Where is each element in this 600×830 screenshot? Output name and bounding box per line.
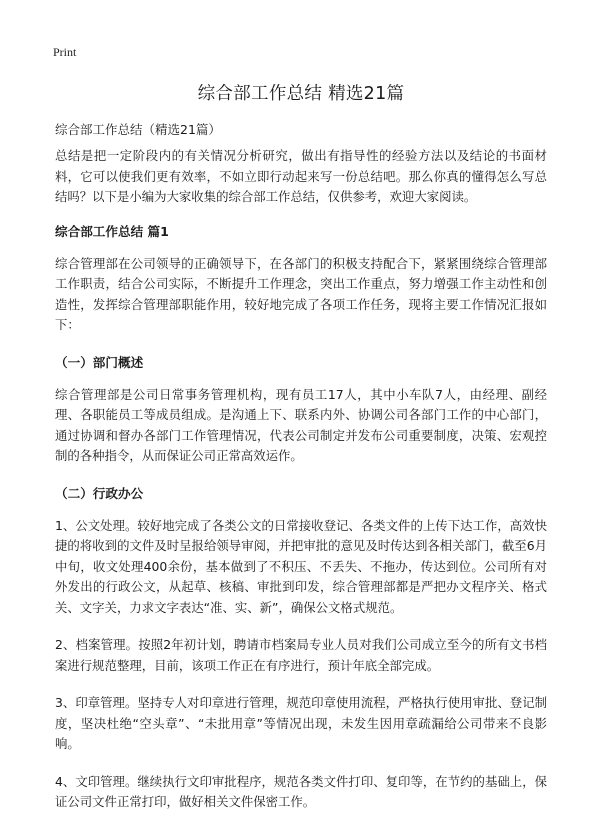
print-link[interactable]: Print [53, 45, 77, 59]
page-title: 综合部工作总结 精选21篇 [197, 84, 405, 104]
admin-item-printing: 4、文印管理。继续执行文印审批程序，规范各类文件打印、复印等，在节约的基础上，保证公司文件正常打印，做好相关文件保密工作。 [55, 773, 547, 809]
admin-item-archives: 2、档案管理。按照2年初计划，聘请市档案局专业人员对我们公司成立至今的所有文书档案进行规范整理，目前，该项工作正在有序进行，预计年底全部完成。 [55, 637, 547, 673]
subsection-heading-admin: （二）行政办公 [55, 485, 144, 501]
document-body [55, 80, 547, 830]
document-subtitle: 综合部工作总结（精选21篇） [55, 122, 221, 137]
overview-paragraph: 综合管理部是公司日常事务管理机构，现有员工17人，其中小车队7人，由经理、副经理、各职能员工等成员组成。是沟通上下、联系内外、协调公司各部门工作的中心部门，通过协调和督办各部门工作管理情况，代表公司制定并发布公司重要制度，决策、宏观控制的各种指令，从而保证公司正常高效运作。 [55, 386, 547, 463]
section-paragraph: 综合管理部在公司领导的正确领导下，在各部门的积极支持配合下，紧紧围绕综合管理部工作职责，结合公司实际，不断提升工作理念，突出工作重点，努力增强工作主动性和创造性，发挥综合管理部职能作用，较好地完成了各项工作任务，现将主要工作情况汇报如下： [55, 255, 547, 332]
admin-item-seals: 3、印章管理。坚持专人对印章进行管理，规范印章使用流程，严格执行使用审批、登记制度，坚决杜绝“空头章”、“未批用章”等情况出现，未发生因用章疏漏给公司带来不良影响。 [55, 695, 547, 751]
admin-item-official-docs: 1、公文处理。较好地完成了各类公文的日常接收登记、各类文件的上传下达工作，高效快捷的将收到的文件及时呈报给领导审阅，并把审批的意见及时传达到各相关部门，截至6月中旬，收文处理400余份，基本做到了不积压、不丢失、不拖办，传达到位。公司所有对外发出的行政公文，从起草、核稿、审批到印发，综合管理部都是严把办文程序关、格式关、文字关，力求文字表达“准、实、新”，确保公文格式规范。 [55, 517, 547, 615]
section-heading: 综合部工作总结 篇1 [55, 223, 169, 239]
subsection-heading-overview: （一）部门概述 [55, 354, 144, 370]
intro-paragraph: 总结是把一定阶段内的有关情况分析研究，做出有指导性的经验方法以及结论的书面材料，它可以使我们更有效率，不如立即行动起来写一份总结吧。那么你真的懂得怎么写总结吗？以下是小编为大家收集的综合部工作总结，仅供参考，欢迎大家阅读。 [55, 148, 547, 204]
